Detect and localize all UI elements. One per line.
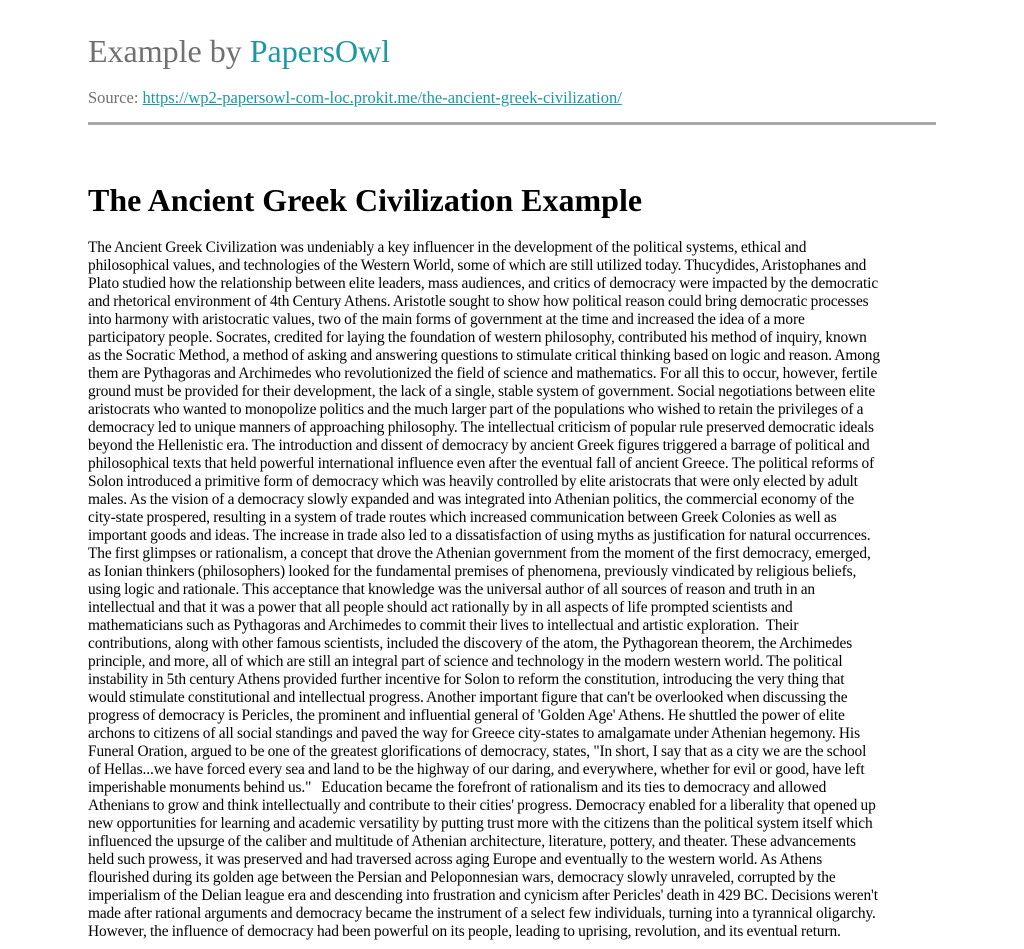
body-line: influenced the upsurge of the caliber and multitude of Athenian architecture, literature, pottery, and theater. These advancements <box>88 833 856 850</box>
body-line: as Ionian thinkers (philosophers) looked for the fundamental premises of phenomena, previously vindicated by religious beliefs, <box>88 563 857 580</box>
article-title: The Ancient Greek Civilization Example <box>88 182 643 218</box>
body-line: and rhetorical environment of 4th Century Athens. Aristotle sought to show how political reason could bring democratic processes <box>88 293 869 310</box>
body-line: instability in 5th century Athens provided further incentive for Solon to reform the constitution, introducing the very thing that <box>88 671 845 688</box>
body-line: mathematicians such as Pythagoras and Archimedes to commit their lives to intellectual and artistic exploration. Their <box>88 617 799 634</box>
body-line: as the Socratic Method, a method of asking and answering questions to stimulate critical thinking based on logic and reason. Among <box>88 347 880 364</box>
source-label: Source: <box>88 88 143 107</box>
body-line: Funeral Oration, argued to be one of the greatest glorifications of democracy, states, "In short, I say that as a city we are the school <box>88 743 867 760</box>
body-line: imperishable monuments behind us." Education became the forefront of rationalism and its ties to democracy and allowed <box>88 779 827 796</box>
body-line: The Ancient Greek Civilization was undeniably a key influencer in the development of the political systems, ethical and <box>88 239 807 256</box>
source-link[interactable]: https://wp2-papersowl-com-loc.prokit.me/the-ancient-greek-civilization/ <box>142 88 622 107</box>
body-line: principle, and more, all of which are still an integral part of science and technology in the modern western world. The political <box>88 653 843 670</box>
body-line: ground must be provided for their development, the lack of a single, stable system of government. Social negotiations between elite <box>88 383 876 400</box>
body-line: into harmony with aristocratic values, two of the main forms of government at the time and increased the idea of a more <box>88 311 805 328</box>
body-line: males. As the vision of a democracy slowly expanded and was integrated into Athenian politics, the commercial economy of the <box>88 491 855 508</box>
body-line: archons to citizens of all social standings and paved the way for Greece city-states to amalgamate under Athenian hegemony. His <box>88 725 860 742</box>
body-line: city-state prospered, resulting in a system of trade routes which increased communication between Greek Colonies as well as <box>88 509 837 526</box>
body-line: Plato studied how the relationship between elite leaders, mass audiences, and critics of democracy were impacted by the democratic <box>88 275 879 292</box>
body-line: aristocrats who wanted to monopolize politics and the much larger part of the populations who wished to retain the privileges of a <box>88 401 864 418</box>
body-line: them are Pythagoras and Archimedes who revolutionized the field of science and mathematics. For all this to occur, however, fertile <box>88 365 878 382</box>
body-line: philosophical values, and technologies of the Western World, some of which are still utilized today. Thucydides, Aristophanes and <box>88 257 867 274</box>
body-line: Athenians to grow and think intellectually and contribute to their cities' progress. Democracy enabled for a liberality that opened up <box>88 797 876 814</box>
body-line: important goods and ideas. The increase in trade also led to a dissatisfaction of using myths as justification for natural occurrences. <box>88 527 871 544</box>
source-line <box>88 88 622 108</box>
body-line: The first glimpses or rationalism, a concept that drove the Athenian government from the moment of the first democracy, emerged, <box>88 545 871 562</box>
body-line: participatory people. Socrates, credited for laying the foundation of western philosophy, contributed his method of inquiry, known <box>88 329 867 346</box>
body-line: flourished during its golden age between the Persian and Peloponnesian wars, democracy slowly unraveled, corrupted by the <box>88 869 836 886</box>
body-line: of Hellas...we have forced every sea and land to be the highway of our daring, and everywhere, whether for evil or good, have left <box>88 761 865 778</box>
body-line: would stimulate constitutional and intellectual progress. Another important figure that can't be overlooked when discussing the <box>88 689 848 706</box>
body-line: However, the influence of democracy had been powerful on its people, leading to uprising, revolution, and its eventual return. <box>88 923 841 940</box>
body-line: new opportunities for learning and academic versatility by putting trust more with the citizens than the political system itself which <box>88 815 873 832</box>
body-line: intellectual and that it was a power that all people should act rationally by in all aspects of life prompted scientists and <box>88 599 793 616</box>
body-line: held such prowess, it was preserved and had traversed across aging Europe and eventually to the western world. As Athens <box>88 851 823 868</box>
body-line: imperialism of the Delian league era and descending into frustration and cynicism after Pericles' death in 429 BC. Decisions weren't <box>88 887 878 904</box>
article-body <box>88 239 937 941</box>
body-line: contributions, along with other famous scientists, included the discovery of the atom, the Pythagorean theorem, the Archimedes <box>88 635 853 652</box>
brand-prefix: Example by <box>88 33 250 69</box>
body-line: progress of democracy is Pericles, the prominent and influential general of 'Golden Age' Athens. He shuttled the power of elite <box>88 707 845 724</box>
body-line: democracy led to unique manners of approaching philosophy. The intellectual criticism of popular rule preserved democratic ideals <box>88 419 874 436</box>
body-line: Solon introduced a primitive form of democracy which was heavily controlled by elite aristocrats that were only elected by adult <box>88 473 858 490</box>
brand-name: PapersOwl <box>249 33 391 69</box>
body-line: using logic and rationale. This acceptance that knowledge was the universal author of all sources of reason and truth in an <box>88 581 816 598</box>
body-line: philosophical texts that held powerful international influence even after the eventual fall of ancient Greece. The political reforms of <box>88 455 875 472</box>
header-divider <box>88 122 936 125</box>
site-brand <box>88 31 390 71</box>
body-line: made after rational arguments and democracy became the instrument of a select few individuals, turning into a tyrannical oligarchy. <box>88 905 876 922</box>
body-line: beyond the Hellenistic era. The introduction and dissent of democracy by ancient Greek figures triggered a barrage of political and <box>88 437 870 454</box>
